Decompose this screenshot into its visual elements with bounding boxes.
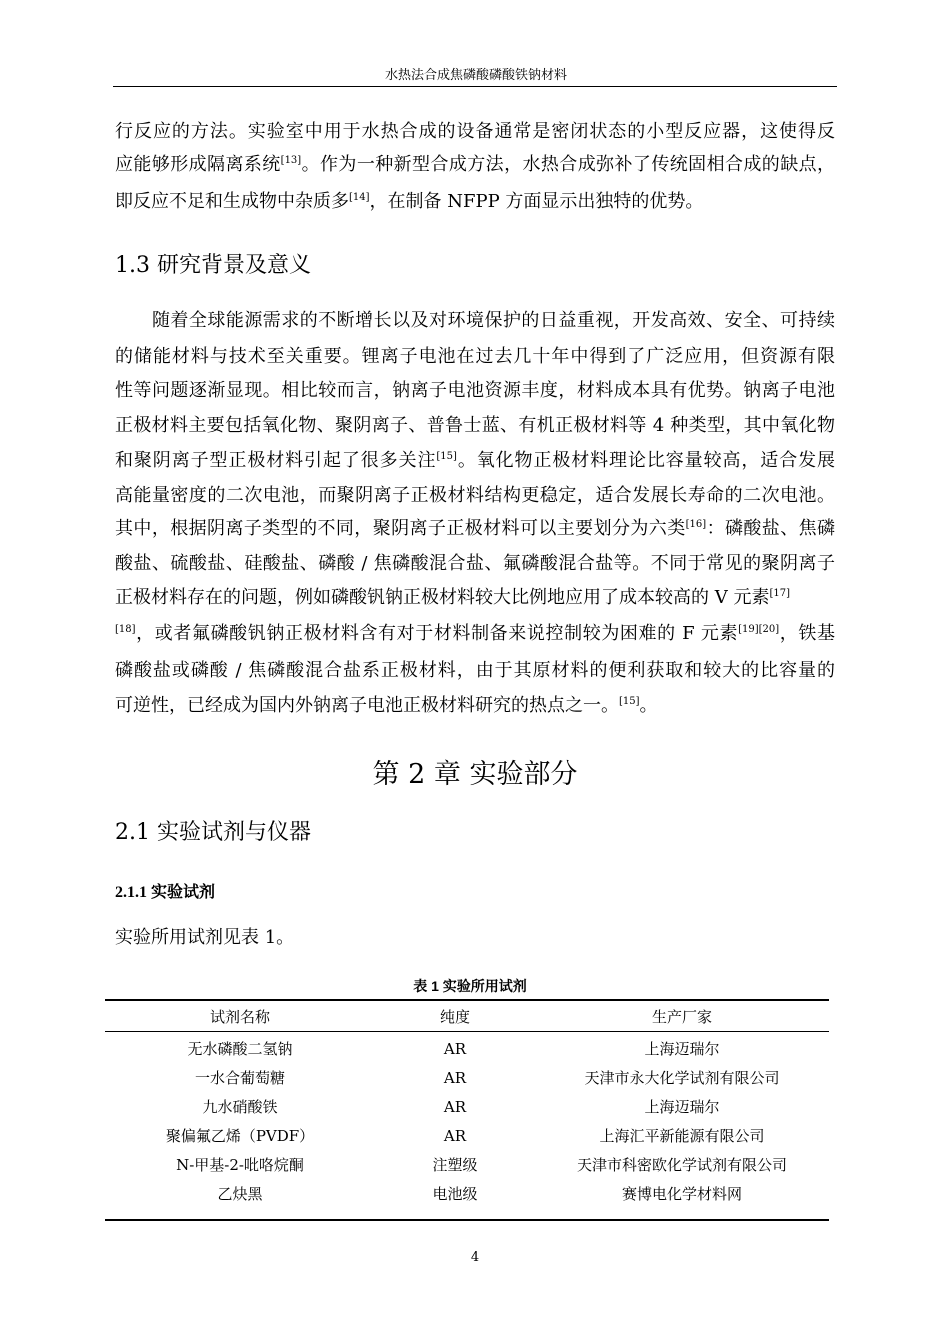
text-segment: 高能量密度的二次电池，而聚阴离子正极材料结构更稳定，适合发展长寿命的二次电池。 — [115, 485, 835, 506]
citation: [15] — [619, 696, 640, 707]
citation: [15] — [436, 451, 457, 462]
text-segment: 和聚阴离子型正极材料引起了很多关注 — [115, 450, 437, 471]
reagent-name-cell: 九水硝酸铁 — [202, 1098, 278, 1116]
text-line — [115, 379, 835, 403]
column-header-purity: 纯度 — [439, 1007, 470, 1026]
text-segment: ，铁基 — [779, 623, 835, 644]
intro-text: 实验所用试剂见表 1。 — [115, 927, 295, 948]
reagent-name-cell: 聚偏氟乙烯（PVDF） — [165, 1127, 315, 1145]
header-rule — [113, 86, 837, 87]
text-line — [115, 622, 835, 646]
text-segment: 。 — [639, 695, 658, 716]
reagents-table — [105, 999, 829, 1221]
text-line — [115, 552, 835, 576]
manufacturer-cell: 赛博电化学材料网 — [621, 1185, 742, 1203]
reagent-name-cell: 乙炔黑 — [217, 1185, 263, 1203]
purity-cell: 电池级 — [432, 1185, 478, 1203]
text-line — [115, 694, 835, 718]
text-segment: 正极材料存在的问题，例如磷酸钒钠正极材料较大比例地应用了成本较高的 V 元素 — [115, 587, 770, 608]
manufacturer-cell: 天津市科密欧化学试剂有限公司 — [576, 1156, 787, 1174]
text-line — [115, 484, 835, 508]
manufacturer-cell: 上海迈瑞尔 — [644, 1098, 720, 1116]
page-number: 4 — [470, 1250, 480, 1265]
text-line — [115, 517, 835, 541]
subsection-heading-2-1-1: 2.1.1 实验试剂 — [115, 884, 216, 901]
reagent-name-cell: N-甲基-2-吡咯烷酮 — [176, 1156, 304, 1174]
text-segment: 。氧化物正极材料理论比容量较高，适合发展 — [456, 450, 836, 471]
purity-cell: 注塑级 — [432, 1156, 478, 1174]
text-line — [115, 659, 835, 683]
text-segment: 。作为一种新型合成方法，水热合成弥补了传统固相合成的缺点， — [301, 154, 836, 175]
reagent-name-cell: 一水合葡萄糖 — [194, 1069, 285, 1087]
text-line — [115, 414, 835, 438]
text-segment: 随着全球能源需求的不断增长以及对环境保护的日益重视，开发高效、安全、可持续 — [115, 310, 835, 331]
purity-cell: AR — [443, 1097, 467, 1116]
table-row — [105, 1092, 829, 1121]
text-segment: 正极材料主要包括氧化物、聚阴离子、普鲁士蓝、有机正极材料等 4 种类型，其中氧化物 — [115, 415, 835, 436]
text-segment: 其中，根据阴离子类型的不同，聚阴离子正极材料可以主要划分为六类 — [115, 518, 686, 539]
column-header-name: 试剂名称 — [209, 1007, 270, 1026]
citation: [14] — [349, 192, 370, 203]
citation: [16] — [685, 519, 707, 530]
text-segment: 应能够形成隔离系统 — [115, 154, 281, 175]
citation: [13] — [280, 155, 302, 166]
manufacturer-cell: 天津市永大化学试剂有限公司 — [584, 1069, 780, 1087]
text-segment: 可逆性，已经成为国内外钠离子电池正极材料研究的热点之一。 — [115, 695, 619, 716]
text-segment: ，或者氟磷酸钒钠正极材料含有对于材料制备来说控制较为困难的 F 元素 — [135, 623, 739, 644]
text-segment: 磷酸盐或磷酸 / 焦磷酸混合盐系正极材料，由于其原材料的便利获取和较大的比容量的 — [115, 660, 835, 681]
text-line — [115, 190, 835, 214]
text-line — [115, 449, 835, 473]
text-segment: 酸盐、硫酸盐、硅酸盐、磷酸 / 焦磷酸混合盐、氟磷酸混合盐等。不同于常见的聚阴离子 — [115, 553, 835, 574]
table-row — [105, 1150, 829, 1179]
table-row — [105, 1121, 829, 1150]
text-segment: ，在制备 NFPP 方面显示出独特的优势。 — [369, 191, 704, 212]
section-heading-2-1: 2.1 实验试剂与仪器 — [115, 820, 311, 845]
text-segment: ：磷酸盐、焦磷 — [706, 518, 836, 539]
manufacturer-cell: 上海迈瑞尔 — [644, 1040, 720, 1058]
purity-cell: AR — [443, 1126, 467, 1145]
text-segment: 行反应的方法。实验室中用于水热合成的设备通常是密闭状态的小型反应器，这使得反 — [115, 121, 835, 142]
text-line — [115, 586, 835, 610]
text-line — [115, 309, 835, 333]
text-line — [115, 153, 835, 177]
citation: [19][20] — [738, 624, 780, 635]
text-segment: 性等问题逐渐显现。相比较而言，钠离子电池资源丰度，材料成本具有优势。钠离子电池 — [115, 380, 835, 401]
chapter-title: 第 2 章 实验部分 — [372, 759, 578, 790]
section-heading-1-3: 1.3 研究背景及意义 — [115, 253, 311, 278]
manufacturer-cell: 上海汇平新能源有限公司 — [599, 1127, 765, 1145]
text-segment: 的储能材料与技术至关重要。锂离子电池在过去几十年中得到了广泛应用，但资源有限 — [115, 346, 835, 367]
table-header-row — [105, 1000, 829, 1032]
running-header: 水热法合成焦磷酸磷酸铁钠材料 — [384, 68, 567, 83]
table-row — [105, 1032, 829, 1064]
table-caption: 表 1 实验所用试剂 — [413, 978, 527, 994]
purity-cell: AR — [443, 1068, 467, 1087]
citation: [18] — [115, 624, 136, 635]
text-line — [115, 120, 835, 144]
table-row — [105, 1179, 829, 1220]
text-line — [115, 345, 835, 369]
text-segment: 即反应不足和生成物中杂质多 — [115, 191, 349, 212]
purity-cell: AR — [443, 1039, 467, 1058]
column-header-manufacturer: 生产厂家 — [651, 1007, 712, 1026]
citation: [17] — [769, 588, 790, 599]
table-row — [105, 1063, 829, 1092]
reagent-name-cell: 无水磷酸二氢钠 — [187, 1040, 293, 1058]
